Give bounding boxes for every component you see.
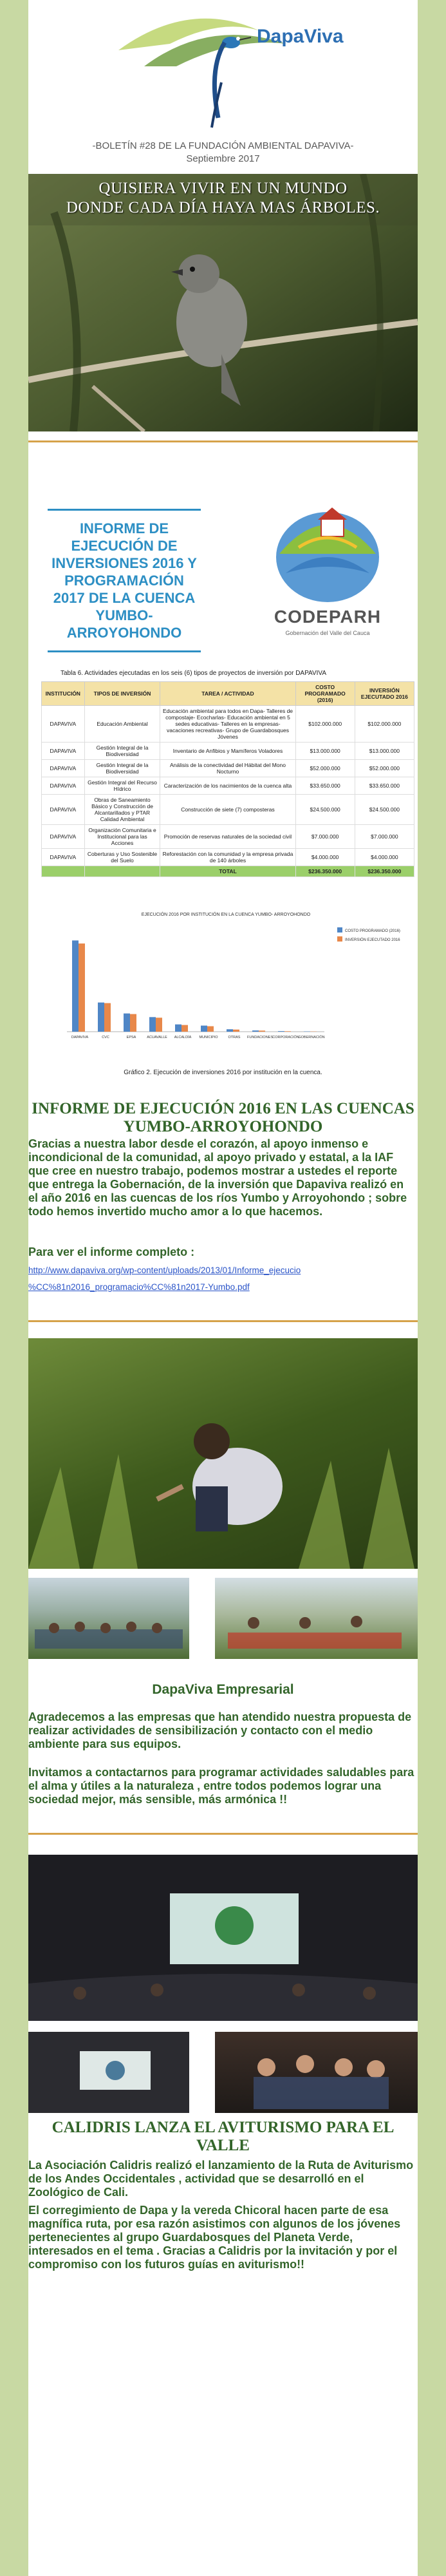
table-cell: DAPAVIVA <box>42 825 85 849</box>
youth-group-illustration <box>215 2032 418 2113</box>
legend-swatch <box>337 927 342 933</box>
report-link-line-1[interactable]: http://www.dapaviva.org/wp-content/uploads/2013/01/Informe_ejecucio <box>28 1265 301 1275</box>
table-cell: DAPAVIVA <box>42 795 85 825</box>
divider <box>28 1833 418 1835</box>
table-cell: Educación Ambiental <box>84 706 160 743</box>
bird-banner-photo <box>28 174 418 431</box>
table-cell: Promoción de reservas naturales de la sociedad civil <box>160 825 295 849</box>
brand-name: DapaViva <box>257 26 344 47</box>
table-cell: Construcción de siete (7) composteras <box>160 795 295 825</box>
table-cell: Educación ambiental para todos en Dapa- Talleres de compostaje- Ecocharlas- Educación ambiental en 5 sedes educativas- Talleres en la empresas- vacaciones recreativas- Grupo de Guardabosques Jóvenes <box>160 706 295 743</box>
chart-bar <box>259 1030 265 1032</box>
chart-bars <box>67 940 325 1039</box>
table-cell: $7.000.000 <box>295 825 355 849</box>
chart-bar <box>149 1017 156 1032</box>
legend-swatch <box>337 936 342 942</box>
table-cell: Caracterización de los nacimientos de la cuenca alta <box>160 777 295 795</box>
chart-bar <box>278 1031 284 1032</box>
table-row <box>42 825 414 849</box>
group-photo-2-illustration <box>215 1578 418 1659</box>
chart-bar <box>130 1014 136 1032</box>
total-programado: $236.350.000 <box>295 866 355 877</box>
table-body <box>42 706 414 866</box>
chart-bar <box>181 1025 188 1032</box>
x-tick-label: CVC <box>102 1036 109 1039</box>
table-cell: $52.000.000 <box>355 760 414 777</box>
table-cell: Organización Comunitaria e Institucional para las Acciones <box>84 825 160 849</box>
chart-caption: Gráfico 2. Ejecución de inversiones 2016 por institución en la cuenca. <box>124 1069 322 1076</box>
report-title: INFORME DE EJECUCIÓN DE INVERSIONES 2016 Y PROGRAMACIÓN 2017 DE LA CUENCA YUMBO-ARROYOHONDO <box>48 509 201 652</box>
group-photo-1 <box>28 1578 189 1659</box>
x-tick-label: FUNDACIONES <box>246 1036 274 1039</box>
table-cell: Gestión Integral de la Biodiversidad <box>84 760 160 777</box>
col-header: TIPOS DE INVERSIÓN <box>84 682 160 706</box>
chart-bar <box>201 1026 207 1032</box>
dapaviva-logo <box>93 5 350 134</box>
table-cell: Análisis de la conectividad del Hábitat del Mono Nocturno <box>160 760 295 777</box>
table-cell: DAPAVIVA <box>42 743 85 760</box>
col-header: COSTO PROGRAMADO (2016) <box>295 682 355 706</box>
investment-table <box>41 681 414 877</box>
section1-link-label: Para ver el informe completo : <box>28 1245 195 1258</box>
chart-bar <box>284 1031 291 1032</box>
table-cell: $33.650.000 <box>295 777 355 795</box>
x-tick-label: EPSA <box>126 1036 136 1039</box>
table-cell: $102.000.000 <box>295 706 355 743</box>
chart-legend <box>337 927 400 942</box>
table-row <box>42 743 414 760</box>
table-cell: DAPAVIVA <box>42 777 85 795</box>
table-cell: $24.500.000 <box>355 795 414 825</box>
table-caption: Tabla 6. Actividades ejecutadas en los seis (6) tipos de proyectos de inversión por DAPAVIVA <box>60 670 326 677</box>
field-activity-photo <box>28 1338 418 1569</box>
section2-body-2: Invitamos a contactarnos para programar actividades saludables para el alma y útiles a la naturaleza , entre todos podemos lograr una sociedad mejor, más sensible, más armónica !! <box>28 1766 414 1806</box>
table-cell: Inventario de Anfibios y Mamíferos Voladores <box>160 743 295 760</box>
total-cell <box>84 866 160 877</box>
field-activity-illustration <box>28 1338 418 1569</box>
x-tick-label: ALCALDÍA <box>174 1036 192 1039</box>
table-cell: $13.000.000 <box>295 743 355 760</box>
chart-bar <box>233 1030 239 1032</box>
section1-heading: INFORME DE EJECUCIÓN 2016 EN LAS CUENCAS YUMBO-ARROYOHONDO <box>32 1100 414 1135</box>
table-row <box>42 849 414 866</box>
banner-quote-line-1: QUISIERA VIVIR EN UN MUNDO <box>98 180 348 197</box>
investment-bar-chart <box>41 908 411 1063</box>
section3-body-2: El corregimiento de Dapa y la vereda Chicoral hacen parte de esa magnífica ruta, por esa razón asistimos con algunos de los jóvenes pertenecientes al grupo Guardabosques del Planeta Verde, interesados en el tema . Gracias a Calidris por la invitación y por el compromiso con los futuros guías en aviturismo!! <box>28 2204 401 2271</box>
table-row <box>42 777 414 795</box>
total-cell <box>42 866 85 877</box>
banner-quote-line-2: DONDE CADA DÍA HAYA MAS ÁRBOLES. <box>66 199 380 216</box>
newsletter-sheet <box>28 0 418 2576</box>
col-header: TAREA / ACTIVIDAD <box>160 682 295 706</box>
table-cell: $4.000.000 <box>355 849 414 866</box>
chart-bar <box>156 1018 162 1032</box>
codeparh-logo <box>266 483 389 605</box>
x-tick-label: CORPORACIÓN <box>272 1036 299 1039</box>
chart-title: EJECUCIÓN 2016 POR INSTITUCIÓN EN LA CUENCA YUMBO- ARROYOHONDO <box>141 913 311 917</box>
table-row <box>42 795 414 825</box>
x-tick-label: MUNICIPIO <box>199 1036 218 1039</box>
table-cell: $13.000.000 <box>355 743 414 760</box>
table-cell: DAPAVIVA <box>42 849 85 866</box>
table-cell: $7.000.000 <box>355 825 414 849</box>
auditorium-photo <box>28 1855 418 2021</box>
chart-bar <box>98 1003 104 1032</box>
table-cell: $24.500.000 <box>295 795 355 825</box>
chart-bar <box>124 1014 130 1032</box>
divider <box>28 440 418 442</box>
auditorium-illustration <box>28 1855 418 2021</box>
table-cell: Gestión Integral del Recurso Hídrico <box>84 777 160 795</box>
chart-bar <box>175 1025 181 1032</box>
divider <box>28 1320 418 1322</box>
x-tick-label: ACUAVALLE <box>147 1036 167 1039</box>
table-cell: DAPAVIVA <box>42 706 85 743</box>
table-row <box>42 760 414 777</box>
presentation-photo <box>28 2032 189 2113</box>
table-cell: $4.000.000 <box>295 849 355 866</box>
chart-bar <box>227 1029 233 1032</box>
chart-bar <box>72 940 79 1032</box>
legend-label: INVERSIÓN EJECUTADO 2016 <box>345 938 400 942</box>
bulletin-number: -BOLETÍN #28 DE LA FUNDACIÓN AMBIENTAL DAPAVIVA- <box>92 140 354 151</box>
codeparh-name: CODEPARH <box>274 607 382 627</box>
banner-quote <box>28 179 418 218</box>
presentation-illustration <box>28 2032 189 2113</box>
col-header: INVERSIÓN EJECUTADO 2016 <box>355 682 414 706</box>
section1-body: Gracias a nuestra labor desde el corazón, al apoyo inmenso e incondicional de la comunidad, al apoyo privado y estatal, a la IAF que cree en nuestro trabajo, podemos mostrar a ustedes el reporte que entrega la Gobernación, de la inversión que Dapaviva realizó en el año 2016 en las cuencas de los ríos Yumbo y Arroyohondo ; sobre todo hemos invertido mucho amor a lo que hacemos. <box>28 1137 407 1218</box>
section2-body: Agradecemos a las empresas que han atendido nuestra propuesta de realizar actividades de sensibilización y contacto con el medio ambiente para sus equipos. <box>28 1710 412 1750</box>
total-label: TOTAL <box>160 866 295 877</box>
table-header-row <box>42 682 414 706</box>
table-cell: DAPAVIVA <box>42 760 85 777</box>
codeparh-subtitle: Gobernación del Valle del Cauca <box>285 630 370 636</box>
section2-heading: DapaViva Empresarial <box>152 1682 294 1697</box>
chart-bar <box>79 943 85 1032</box>
table-cell: $33.650.000 <box>355 777 414 795</box>
group-photo-1-illustration <box>28 1578 189 1659</box>
chart-bar <box>252 1030 259 1032</box>
x-tick-label: OTRAS <box>228 1036 241 1039</box>
bulletin-date: Septiembre 2017 <box>186 153 260 164</box>
table-cell: Reforestación con la comunidad y la empresa privada de 140 árboles <box>160 849 295 866</box>
section3-body: La Asociación Calidris realizó el lanzamiento de la Ruta de Aviturismo de los Andes Occidentales , actividad que se desarrolló en el Zoológico de Cali. <box>28 2159 414 2199</box>
group-photo-2 <box>215 1578 418 1659</box>
youth-group-photo <box>215 2032 418 2113</box>
table-cell: Coberturas y Uso Sostenible del Suelo <box>84 849 160 866</box>
legend-label: COSTO PROGRAMADO (2016) <box>345 929 400 933</box>
col-header: INSTITUCIÓN <box>42 682 85 706</box>
table-row <box>42 706 414 743</box>
table-cell: $102.000.000 <box>355 706 414 743</box>
table-cell: Gestión Integral de la Biodiversidad <box>84 743 160 760</box>
x-tick-label: DAPAVIVA <box>71 1036 89 1039</box>
chart-bar <box>104 1003 111 1032</box>
report-link-line-2[interactable]: %CC%81n2016_programacio%CC%81n2017-Yumbo.pdf <box>28 1282 250 1292</box>
x-tick-label: GOBERNACIÓN <box>298 1036 325 1039</box>
chart-bar <box>207 1027 214 1032</box>
report-summary-image <box>28 464 418 1095</box>
total-ejecutado: $236.350.000 <box>355 866 414 877</box>
section3-heading: CALIDRIS LANZA EL AVITURISMO PARA EL VALLE <box>51 2119 395 2154</box>
table-cell: Obras de Saneamiento Básico y Construcción de Alcantarillados y PTAR Calidad Ambiental <box>84 795 160 825</box>
table-cell: $52.000.000 <box>295 760 355 777</box>
table-total-row <box>42 866 414 877</box>
